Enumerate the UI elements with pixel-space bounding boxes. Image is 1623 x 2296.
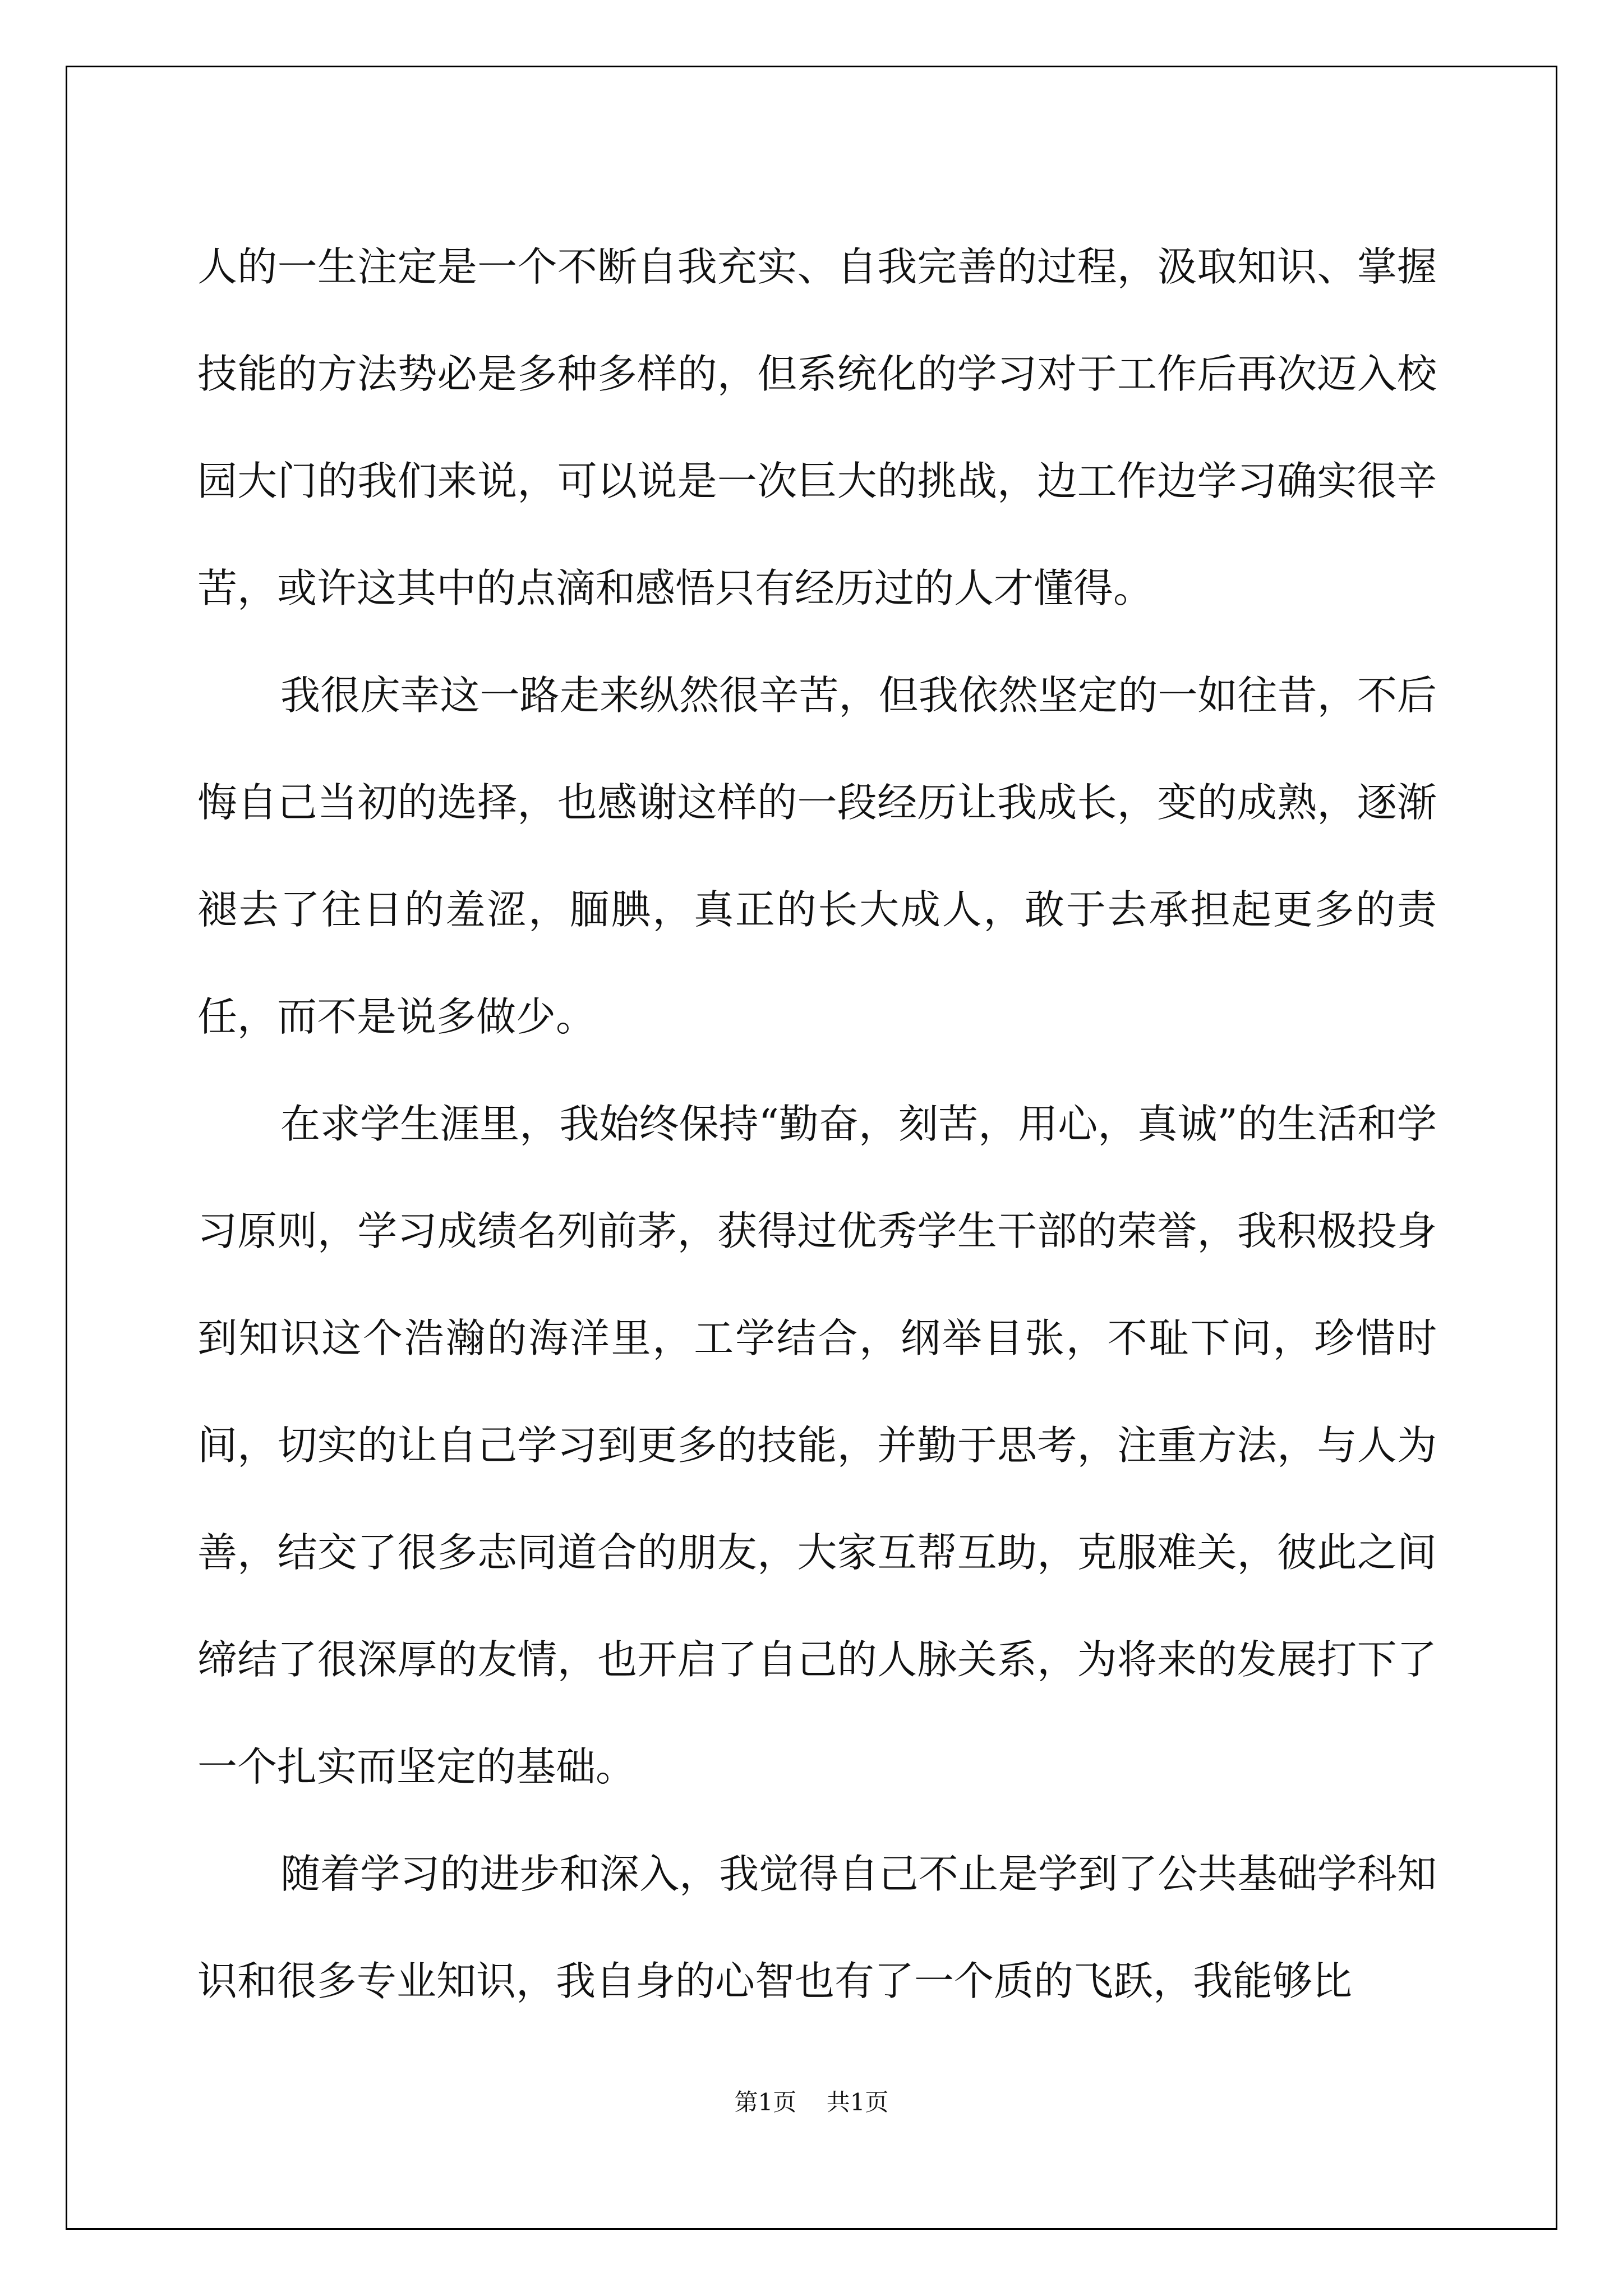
page-total: 共1页: [826, 2088, 889, 2116]
footer-gap: [796, 2088, 826, 2116]
paragraph-1: 人的一生注定是一个不断自我充实、自我完善的过程，汲取知识、掌握技能的方法势必是多种多样的，但系统化的学习对于工作后再次迈入校园大门的我们来说，可以说是一次巨大的挑战，边工作边学习确实很辛苦，或许这其中的点滴和感悟只有经历过的人才懂得。: [197, 243, 1437, 611]
paragraph-3: 在求学生涯里，我始终保持“勤奋，刻苦，用心，真诚”的生活和学习原则，学习成绩名列前茅，获得过优秀学生干部的荣誉，我积极投身到知识这个浩瀚的海洋里，工学结合，纲举目张，不耻下问，珍惜时间，切实的让自己学习到更多的技能，并勤于思考，注重方法，与人为善，结交了很多志同道合的朋友，大家互帮互助，克服难关，彼此之间缔结了很深厚的友情，也开启了自己的人脉关系，为将来的发展打下了一个扎实而坚定的基础。: [197, 1101, 1437, 1790]
paragraph-2: 我很庆幸这一路走来纵然很辛苦，但我依然坚定的一如往昔，不后悔自己当初的选择，也感谢这样的一段经历让我成长，变的成熟，逐渐褪去了往日的羞涩，腼腆，真正的长大成人，敢于去承担起更多的责任，而不是说多做少。: [197, 672, 1437, 1040]
page-footer: [0, 2084, 1623, 2118]
page-number: 第1页: [734, 2088, 797, 2116]
document-body: [197, 213, 1437, 2035]
paragraph-4: 随着学习的进步和深入，我觉得自己不止是学到了公共基础学科知识和很多专业知识，我自身的心智也有了一个质的飞跃，我能够比: [197, 1851, 1437, 2004]
